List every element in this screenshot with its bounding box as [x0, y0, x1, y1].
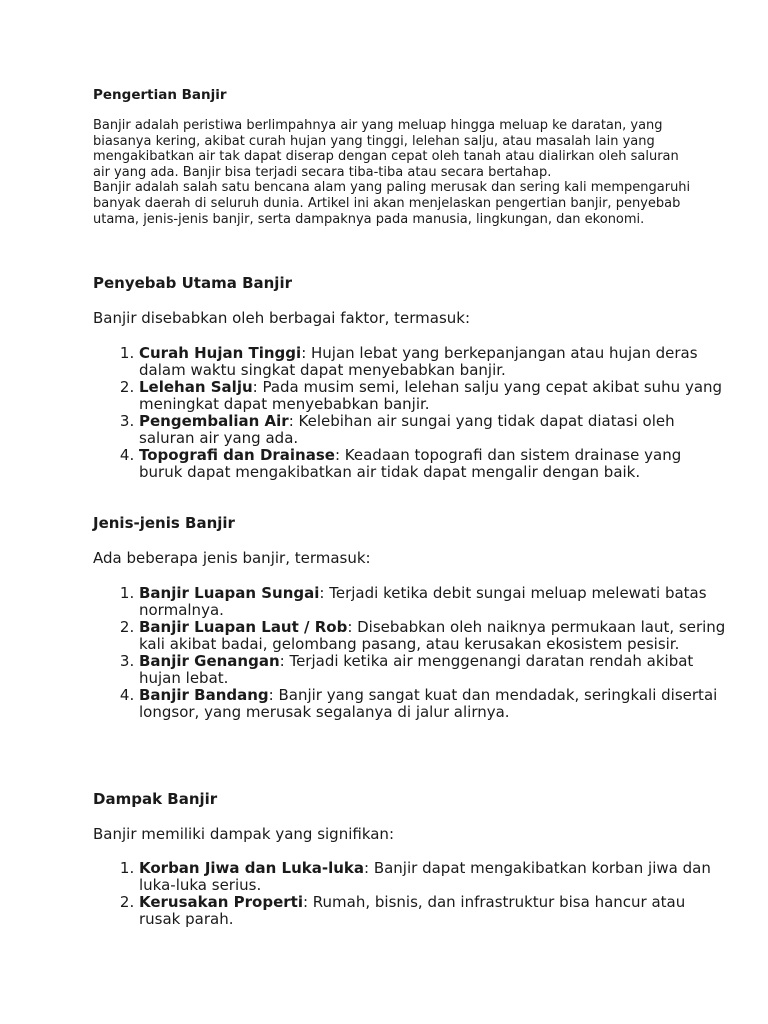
causes-list — [93, 345, 729, 481]
list-item-desc: : Banjir dapat mengakibatkan korban jiwa dan luka-luka serius. — [139, 859, 711, 894]
impacts-heading: Dampak Banjir — [93, 790, 218, 808]
causes-heading: Penyebab Utama Banjir — [93, 274, 292, 292]
list-item-term: Banjir Genangan — [139, 652, 280, 670]
list-item-term: Banjir Luapan Laut / Rob — [139, 618, 348, 636]
list-item-term: Korban Jiwa dan Luka-luka — [139, 859, 364, 877]
types-intro: Ada beberapa jenis banjir, termasuk: — [93, 549, 371, 567]
list-item — [139, 413, 729, 447]
list-item-desc: : Pada musim semi, lelehan salju yang cepat akibat suhu yang meningkat dapat menyebabkan banjir. — [139, 378, 723, 413]
intro-paragraph-2: Banjir adalah salah satu bencana alam yang paling merusak dan sering kali mempengaruhi banyak daerah di seluruh dunia. Artikel ini akan menjelaskan pengertian banjir, penyebab utama, jenis-jenis banjir, serta dampaknya pada manusia, lingkungan, dan ekonomi. — [93, 180, 691, 227]
list-item — [139, 585, 729, 619]
list-item — [139, 619, 729, 653]
list-item-desc: : Terjadi ketika air menggenangi daratan rendah akibat hujan lebat. — [139, 652, 694, 687]
list-item — [139, 860, 729, 894]
list-item-desc: : Keadaan topografi dan sistem drainase yang buruk dapat mengakibatkan air tidak dapat mengalir dengan baik. — [139, 446, 682, 481]
list-item-term: Curah Hujan Tinggi — [139, 344, 302, 362]
list-item — [139, 653, 729, 687]
list-item-term: Pengembalian Air — [139, 412, 289, 430]
list-item-term: Kerusakan Properti — [139, 893, 303, 911]
list-item-term: Banjir Bandang — [139, 686, 269, 704]
list-item-term: Banjir Luapan Sungai — [139, 584, 320, 602]
impacts-list — [93, 860, 729, 928]
list-item-term: Lelehan Salju — [139, 378, 253, 396]
list-item-desc: : Rumah, bisnis, dan infrastruktur bisa hancur atau rusak parah. — [139, 893, 686, 928]
list-item-term: Topografi dan Drainase — [139, 446, 335, 464]
page-title: Pengertian Banjir — [93, 87, 227, 103]
list-item-desc: : Kelebihan air sungai yang tidak dapat diatasi oleh saluran air yang ada. — [139, 412, 675, 447]
list-item — [139, 345, 729, 379]
list-item-desc: : Terjadi ketika debit sungai meluap melewati batas normalnya. — [139, 584, 707, 619]
intro-text — [93, 118, 693, 227]
list-item-desc: : Banjir yang sangat kuat dan mendadak, seringkali disertai longsor, yang merusak segalanya di jalur alirnya. — [139, 686, 718, 721]
list-item-desc: : Hujan lebat yang berkepanjangan atau hujan deras dalam waktu singkat dapat menyebabkan banjir. — [139, 344, 698, 379]
list-item — [139, 447, 729, 481]
list-item — [139, 687, 729, 721]
list-item-desc: : Disebabkan oleh naiknya permukaan laut, sering kali akibat badai, gelombang pasang, atau kerusakan ekosistem pesisir. — [139, 618, 726, 653]
types-heading: Jenis-jenis Banjir — [93, 514, 235, 532]
list-item — [139, 894, 729, 928]
causes-intro: Banjir disebabkan oleh berbagai faktor, termasuk: — [93, 309, 471, 327]
list-item — [139, 379, 729, 413]
intro-paragraph-1: Banjir adalah peristiwa berlimpahnya air yang meluap hingga meluap ke daratan, yang biasanya kering, akibat curah hujan yang tinggi, lelehan salju, atau masalah lain yang mengakibatkan air tak dapat diserap dengan cepat oleh tanah atau dialirkan oleh saluran air yang ada. Banjir bisa terjadi secara tiba-tiba atau secara bertahap. — [93, 118, 679, 180]
types-list — [93, 585, 729, 721]
impacts-intro: Banjir memiliki dampak yang signifikan: — [93, 825, 394, 843]
